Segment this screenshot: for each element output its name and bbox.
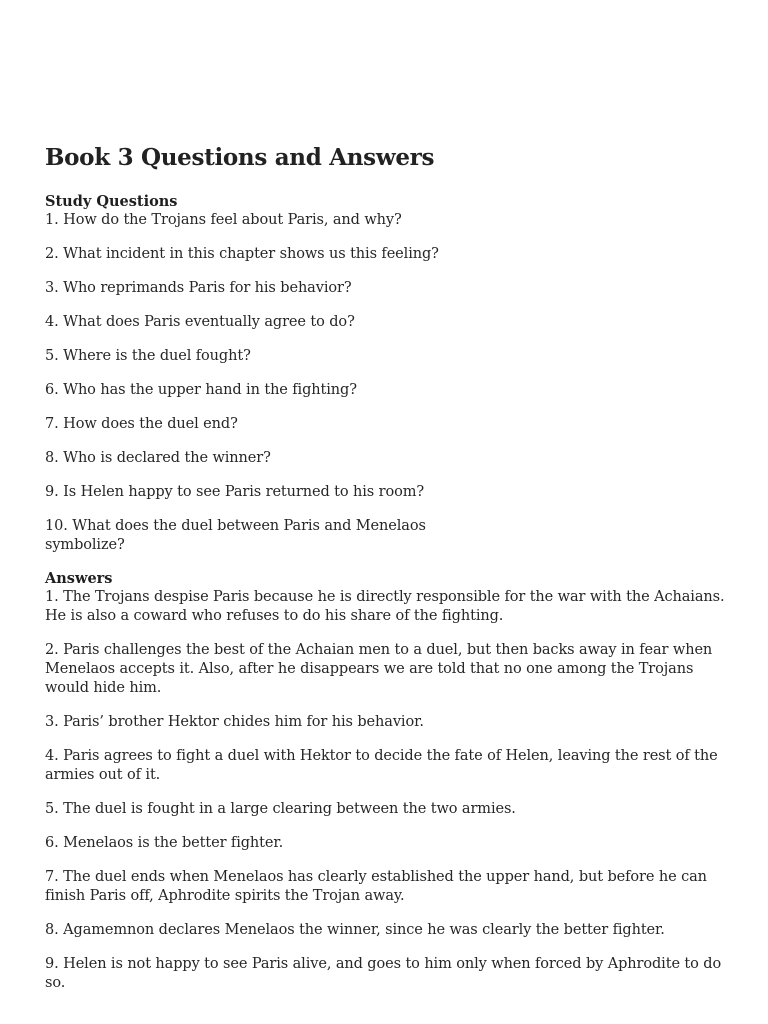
answer-4: 4. Paris agrees to fight a duel with Hektor to decide the fate of Helen, leaving the rest of the armies out of it. xyxy=(45,748,718,783)
question-4: 4. What does Paris eventually agree to do? xyxy=(45,314,355,330)
answers-section xyxy=(45,569,730,993)
question-1: 1. How do the Trojans feel about Paris, and why? xyxy=(45,212,402,228)
answer-2: 2. Paris challenges the best of the Achaian men to a duel, but then backs away in fear when Menelaos accepts it. Also, after he disappears we are told that no one among the Trojans would hide him. xyxy=(45,642,713,696)
question-8: 8. Who is declared the winner? xyxy=(45,450,271,466)
document-page xyxy=(45,143,730,1008)
answers-heading: Answers xyxy=(45,570,113,587)
page-title: Book 3 Questions and Answers xyxy=(45,144,435,171)
study-questions-section xyxy=(45,192,730,555)
question-2: 2. What incident in this chapter shows us this feeling? xyxy=(45,246,439,262)
answer-3: 3. Paris’ brother Hektor chides him for his behavior. xyxy=(45,714,424,730)
question-7: 7. How does the duel end? xyxy=(45,416,238,432)
answer-9: 9. Helen is not happy to see Paris alive, and goes to him only when forced by Aphrodite to do so. xyxy=(45,956,722,991)
answer-7: 7. The duel ends when Menelaos has clearly established the upper hand, but before he can finish Paris off, Aphrodite spirits the Trojan away. xyxy=(45,869,707,904)
question-10: 10. What does the duel between Paris and Menelaos symbolize? xyxy=(45,518,426,553)
question-9: 9. Is Helen happy to see Paris returned to his room? xyxy=(45,484,425,500)
answer-1: 1. The Trojans despise Paris because he is directly responsible for the war with the Achaians. He is also a coward who refuses to do his share of the fighting. xyxy=(45,589,725,624)
question-6: 6. Who has the upper hand in the fighting? xyxy=(45,382,357,398)
study-questions-heading: Study Questions xyxy=(45,193,178,210)
answer-8: 8. Agamemnon declares Menelaos the winner, since he was clearly the better fighter. xyxy=(45,922,665,938)
question-3: 3. Who reprimands Paris for his behavior? xyxy=(45,280,352,296)
answer-6: 6. Menelaos is the better fighter. xyxy=(45,835,284,851)
question-5: 5. Where is the duel fought? xyxy=(45,348,251,364)
answer-5: 5. The duel is fought in a large clearing between the two armies. xyxy=(45,801,516,817)
